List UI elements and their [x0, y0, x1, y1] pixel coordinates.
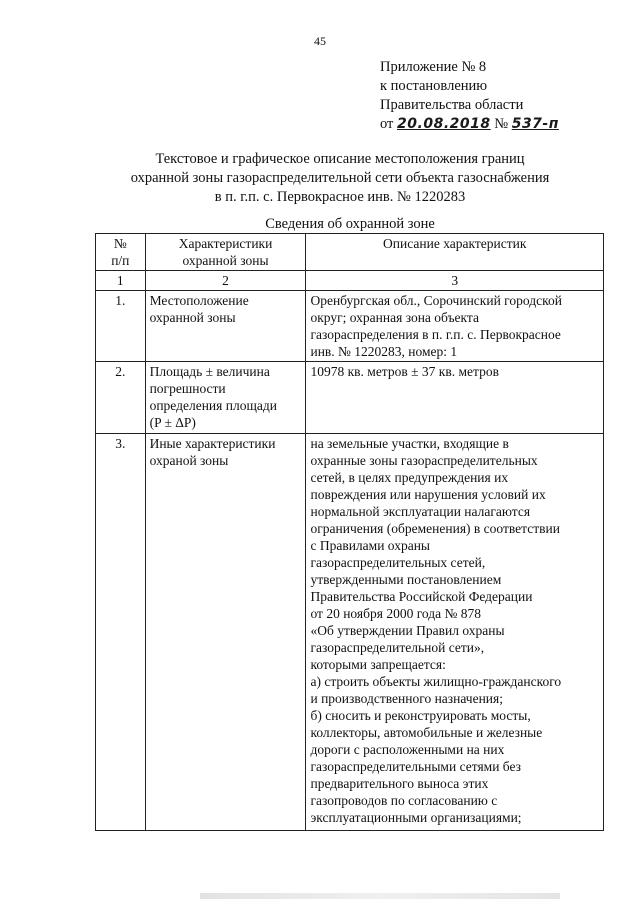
row-number: 2.	[96, 362, 146, 434]
table-row	[96, 291, 604, 362]
row-characteristic: Иные характеристики охраной зоны	[145, 434, 306, 831]
handwritten-date: 20.08.2018	[397, 116, 491, 132]
table-caption: Сведения об охранной зоне	[265, 216, 435, 232]
column-number-1: 1	[96, 271, 146, 291]
header-description: Описание характеристик	[306, 234, 604, 271]
title-line-3: в п. г.п. с. Первокрасное инв. № 1220283	[214, 189, 466, 205]
appendix-resolution: к постановлению	[380, 78, 488, 94]
appendix-government: Правительства области	[380, 97, 524, 113]
page-number: 45	[314, 34, 326, 48]
column-number-2: 2	[145, 271, 306, 291]
title-line-1: Текстовое и графическое описание местоположения границ	[155, 151, 525, 167]
column-number-row	[96, 271, 604, 291]
row-description: на земельные участки, входящие в охранные зоны газораспределительных сетей, в целях предупреждения их повреждения или нарушения условий их нормальной эксплуатации налагаются ограничения (обременения) в соответствии с Правилами охраны газораспределительных сетей, утвержденными постановлением Правительства Российской Федерации от 20 ноября 2000 года № 878 «Об утверждении Правил охраны газораспределительной сети», которыми запрещается: а) строить объекты жилищно-гражданского и производственного назначения; б) сносить и реконструировать мосты, коллекторы, автомобильные и железные дороги с расположенными на них газораспределительными сетями без предварительного выноса этих газопроводов по согласованию с эксплуатационными организациями;	[306, 434, 604, 831]
row-number: 3.	[96, 434, 146, 831]
number-label: №	[494, 116, 509, 132]
title-line-2: охранной зоны газораспределительной сети объекта газоснабжения	[130, 170, 550, 186]
table-row	[96, 362, 604, 434]
protection-zone-table	[95, 233, 604, 831]
row-characteristic: Местоположение охранной зоны	[145, 291, 306, 362]
from-label: от	[380, 116, 394, 132]
appendix-title: Приложение № 8	[380, 59, 487, 75]
table-row	[96, 434, 604, 831]
table-header-row	[96, 234, 604, 271]
document-title	[80, 150, 600, 207]
header-characteristics: Характеристики охранной зоны	[145, 234, 306, 271]
row-characteristic: Площадь ± величина погрешности определения площади (P ± ΔP)	[145, 362, 306, 434]
appendix-date-line	[380, 115, 559, 134]
row-number: 1.	[96, 291, 146, 362]
appendix-block	[380, 58, 559, 134]
header-number: № п/п	[96, 234, 146, 271]
row-description: 10978 кв. метров ± 37 кв. метров	[306, 362, 604, 434]
row-description: Оренбургская обл., Сорочинский городской округ; охранная зона объекта газораспределения в п. г.п. с. Первокрасное инв. № 1220283, номер: 1	[306, 291, 604, 362]
handwritten-number: 537-п	[511, 116, 559, 132]
column-number-3: 3	[306, 271, 604, 291]
next-page-bleed	[200, 893, 560, 899]
